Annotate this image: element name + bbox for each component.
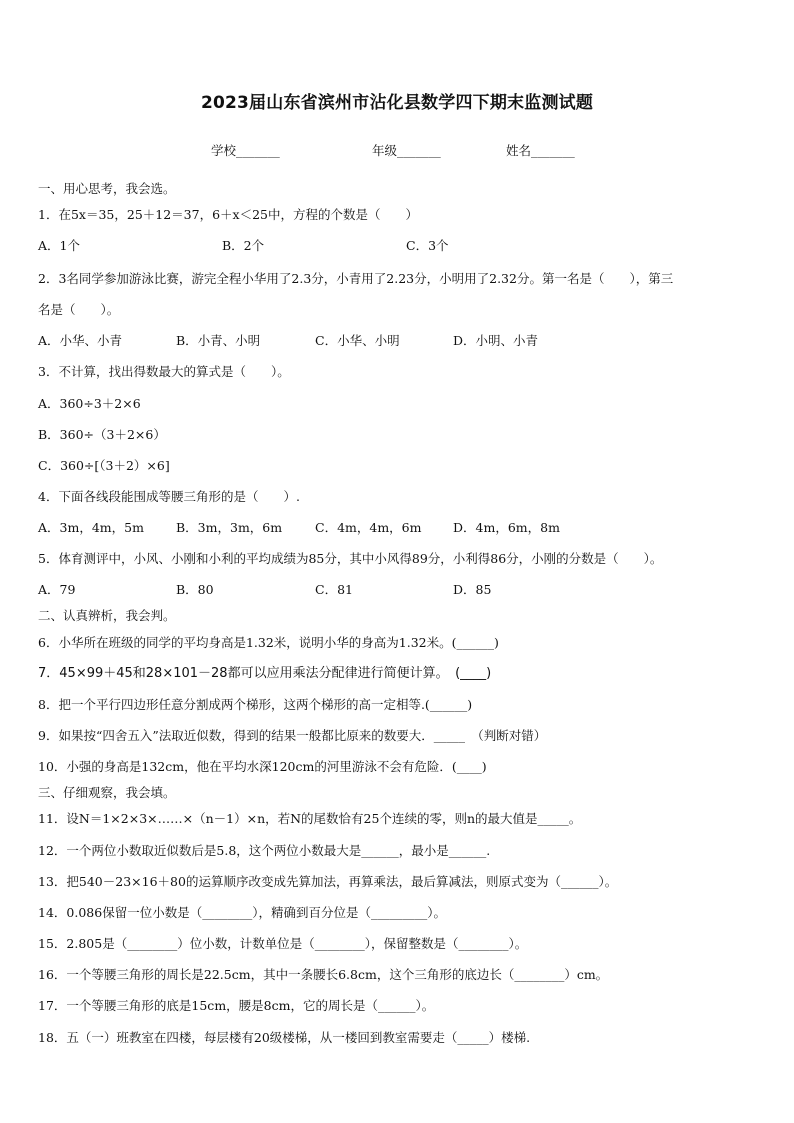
- question-13: 13．把540－23×16＋80的运算顺序改变成先算加法，再算乘法，最后算减法，则原式变为（______）。: [38, 874, 618, 889]
- question-3: 3．不计算，找出得数最大的算式是（ ）。: [38, 364, 290, 379]
- question-2-line-2: 名是（ ）。: [38, 302, 120, 317]
- question-4: 4．下面各线段能围成等腰三角形的是（ ）.: [38, 489, 300, 504]
- student-info-row: [0, 141, 794, 159]
- section-heading-fill: 三、仔细观察，我会填。: [38, 785, 176, 800]
- question-12: 12．一个两位小数取近似数后是5.8，这个两位小数最大是______，最小是______.: [38, 843, 491, 858]
- q2-option-a[interactable]: A．小华、小青: [38, 333, 123, 348]
- q4-option-c[interactable]: C．4m，4m，6m: [315, 520, 422, 535]
- question-5: 5．体育测评中，小风、小刚和小利的平均成绩为85分，其中小风得89分，小利得86分，小刚的分数是（ ）。: [38, 551, 663, 566]
- q3-option-c[interactable]: C．360÷[（3＋2）×6]: [38, 458, 170, 473]
- question-6: 6．小华所在班级的同学的平均身高是1.32米，说明小华的身高为1.32米。(______): [38, 635, 499, 650]
- q2-option-b[interactable]: B．小青、小明: [176, 333, 261, 348]
- question-11: 11．设N＝1×2×3×……×（n－1）×n，若N的尾数恰有25个连续的零，则n的最大值是_____。: [38, 811, 582, 826]
- q4-option-b[interactable]: B．3m，3m，6m: [176, 520, 283, 535]
- question-18: 18．五（一）班教室在四楼，每层楼有20级楼梯，从一楼回到教室需要走（_____）楼梯.: [38, 1030, 531, 1045]
- question-2-line-1: 2．3名同学参加游泳比赛，游完全程小华用了2.3分，小青用了2.23分，小明用了2.32分。第一名是（ ），第三: [38, 271, 674, 286]
- question-14: 14．0.086保留一位小数是（________），精确到百分位是（_________）。: [38, 905, 446, 920]
- question-16: 16．一个等腰三角形的周长是22.5cm，其中一条腰长6.8cm，这个三角形的底边长（________）cm。: [38, 967, 609, 982]
- q1-option-a[interactable]: A．1个: [38, 238, 80, 253]
- q4-option-d[interactable]: D．4m，6m，8m: [453, 520, 560, 535]
- question-9: 9．如果按“四舍五入”法取近似数，得到的结果一般都比原来的数要大．_____ （判断对错）: [38, 728, 547, 743]
- q3-option-b[interactable]: B．360÷（3＋2×6）: [38, 427, 166, 442]
- q4-option-a[interactable]: A．3m，4m，5m: [38, 520, 144, 535]
- name-field[interactable]: 姓名_______: [506, 143, 575, 158]
- school-field[interactable]: 学校_______: [211, 143, 280, 158]
- q2-option-c[interactable]: C．小华、小明: [315, 333, 400, 348]
- q5-option-d[interactable]: D．85: [453, 582, 492, 597]
- section-heading-judge: 二、认真辨析，我会判。: [38, 608, 176, 623]
- question-1: 1．在5x＝35，25＋12＝37，6＋x＜25中，方程的个数是（ ）: [38, 207, 418, 222]
- q2-option-d[interactable]: D．小明、小青: [453, 333, 539, 348]
- q3-option-a[interactable]: A．360÷3＋2×6: [38, 396, 141, 411]
- question-8: 8．把一个平行四边形任意分割成两个梯形，这两个梯形的高一定相等.(______): [38, 697, 473, 712]
- q5-option-c[interactable]: C．81: [315, 582, 353, 597]
- q1-option-c[interactable]: C．3个: [406, 238, 449, 253]
- q5-option-a[interactable]: A．79: [38, 582, 76, 597]
- q5-option-b[interactable]: B．80: [176, 582, 214, 597]
- question-17: 17．一个等腰三角形的底是15cm，腰是8cm，它的周长是（______）。: [38, 998, 435, 1013]
- grade-field[interactable]: 年级_______: [372, 143, 441, 158]
- q1-option-b[interactable]: B．2个: [222, 238, 265, 253]
- question-7: 7．45×99＋45和28×101－28都可以应用乘法分配律进行简便计算。 (____): [38, 666, 492, 681]
- section-heading-choice: 一、用心思考，我会选。: [38, 181, 176, 196]
- page-title: 2023届山东省滨州市沾化县数学四下期末监测试题: [200, 93, 594, 113]
- question-15: 15．2.805是（________）位小数，计数单位是（________），保留整数是（________）。: [38, 936, 528, 951]
- question-10: 10．小强的身高是132cm，他在平均水深120cm的河里游泳不会有危险．(____): [38, 759, 487, 774]
